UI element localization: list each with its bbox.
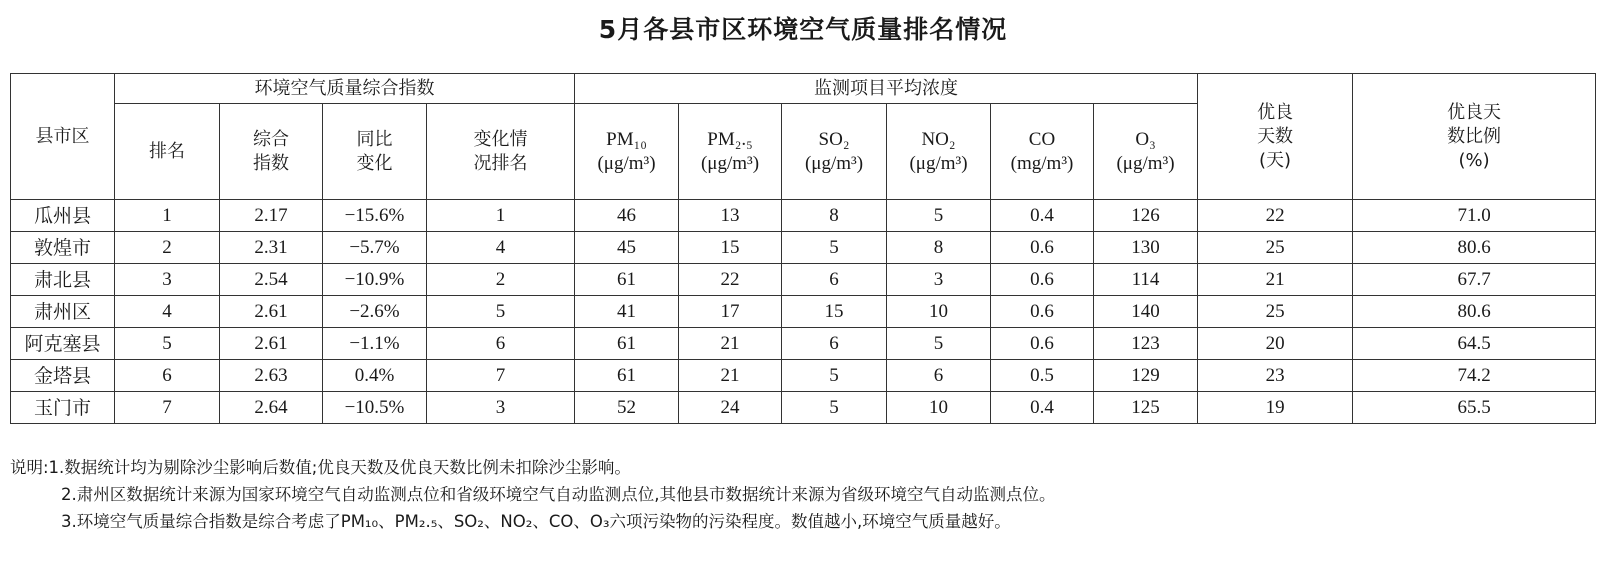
cell-no2: 5 — [887, 328, 991, 360]
cell-good-ratio: 71.0 — [1353, 200, 1596, 232]
cell-good-ratio: 67.7 — [1353, 264, 1596, 296]
cell-change-rank: 2 — [427, 264, 575, 296]
cell-change-rank: 7 — [427, 360, 575, 392]
cell-pm10: 61 — [575, 264, 679, 296]
cell-index: 2.64 — [220, 392, 323, 424]
cell-pm10: 52 — [575, 392, 679, 424]
table-row — [11, 264, 1596, 296]
cell-county: 玉门市 — [11, 392, 115, 424]
cell-change-rank: 6 — [427, 328, 575, 360]
cell-no2: 8 — [887, 232, 991, 264]
cell-pm25: 24 — [679, 392, 782, 424]
page-title: 5月各县市区环境空气质量排名情况 — [598, 15, 1008, 44]
cell-index: 2.61 — [220, 296, 323, 328]
cell-so2: 6 — [782, 264, 887, 296]
cell-county: 敦煌市 — [11, 232, 115, 264]
table-row — [11, 392, 1596, 424]
cell-co: 0.6 — [991, 328, 1094, 360]
cell-pm10: 46 — [575, 200, 679, 232]
header-good-days: 优良 天数 (天) — [1198, 74, 1353, 200]
header-yoy: 同比 变化 — [323, 104, 427, 200]
header-change-rank: 变化情 况排名 — [427, 104, 575, 200]
cell-no2: 10 — [887, 392, 991, 424]
cell-good-ratio: 74.2 — [1353, 360, 1596, 392]
cell-good-days: 19 — [1198, 392, 1353, 424]
cell-yoy: −5.7% — [323, 232, 427, 264]
header-county: 县市区 — [11, 74, 115, 200]
cell-pm10: 41 — [575, 296, 679, 328]
header-co: CO (mg/m³) — [991, 104, 1094, 200]
cell-co: 0.4 — [991, 200, 1094, 232]
cell-co: 0.6 — [991, 296, 1094, 328]
cell-o3: 126 — [1094, 200, 1198, 232]
cell-co: 0.5 — [991, 360, 1094, 392]
cell-good-ratio: 64.5 — [1353, 328, 1596, 360]
cell-pm25: 22 — [679, 264, 782, 296]
cell-change-rank: 5 — [427, 296, 575, 328]
cell-co: 0.6 — [991, 264, 1094, 296]
header-index: 综合 指数 — [220, 104, 323, 200]
cell-pm10: 61 — [575, 328, 679, 360]
table-row — [11, 296, 1596, 328]
table-row — [11, 360, 1596, 392]
cell-yoy: −10.5% — [323, 392, 427, 424]
cell-good-ratio: 80.6 — [1353, 296, 1596, 328]
cell-good-ratio: 80.6 — [1353, 232, 1596, 264]
cell-pm25: 17 — [679, 296, 782, 328]
cell-rank: 1 — [115, 200, 220, 232]
header-rank: 排名 — [115, 104, 220, 200]
cell-good-days: 22 — [1198, 200, 1353, 232]
cell-rank: 6 — [115, 360, 220, 392]
note-3: 3.环境空气质量综合指数是综合考虑了PM₁₀、PM₂.₅、SO₂、NO₂、CO、O₃六项污染物的污染程度。数值越小,环境空气质量越好。 — [61, 512, 1011, 531]
cell-county: 瓜州县 — [11, 200, 115, 232]
cell-rank: 4 — [115, 296, 220, 328]
header-group-index: 环境空气质量综合指数 — [115, 74, 575, 104]
header-good-ratio: 优良天 数比例 (%) — [1353, 74, 1596, 200]
cell-rank: 7 — [115, 392, 220, 424]
note-1: 说明:1.数据统计均为剔除沙尘影响后数值;优良天数及优良天数比例未扣除沙尘影响。 — [10, 458, 631, 477]
cell-rank: 3 — [115, 264, 220, 296]
cell-good-days: 21 — [1198, 264, 1353, 296]
header-o3: O₃ (μg/m³) — [1094, 104, 1198, 200]
cell-o3: 140 — [1094, 296, 1198, 328]
cell-so2: 8 — [782, 200, 887, 232]
cell-o3: 114 — [1094, 264, 1198, 296]
cell-pm25: 15 — [679, 232, 782, 264]
cell-pm25: 13 — [679, 200, 782, 232]
cell-yoy: −1.1% — [323, 328, 427, 360]
cell-pm10: 61 — [575, 360, 679, 392]
cell-good-ratio: 65.5 — [1353, 392, 1596, 424]
header-so2: SO₂ (μg/m³) — [782, 104, 887, 200]
cell-o3: 130 — [1094, 232, 1198, 264]
cell-co: 0.6 — [991, 232, 1094, 264]
cell-index: 2.31 — [220, 232, 323, 264]
cell-index: 2.54 — [220, 264, 323, 296]
header-no2: NO₂ (μg/m³) — [887, 104, 991, 200]
note-2: 2.肃州区数据统计来源为国家环境空气自动监测点位和省级环境空气自动监测点位,其他县市数据统计来源为省级环境空气自动监测点位。 — [61, 485, 1056, 504]
cell-rank: 2 — [115, 232, 220, 264]
cell-so2: 5 — [782, 232, 887, 264]
cell-no2: 3 — [887, 264, 991, 296]
cell-so2: 15 — [782, 296, 887, 328]
cell-so2: 6 — [782, 328, 887, 360]
table-row — [11, 200, 1596, 232]
header-group-monitor: 监测项目平均浓度 — [575, 74, 1198, 104]
header-pm25: PM₂.₅ (μg/m³) — [679, 104, 782, 200]
cell-change-rank: 4 — [427, 232, 575, 264]
cell-no2: 10 — [887, 296, 991, 328]
cell-pm25: 21 — [679, 328, 782, 360]
cell-county: 肃州区 — [11, 296, 115, 328]
cell-good-days: 20 — [1198, 328, 1353, 360]
notes — [10, 454, 1056, 535]
cell-index: 2.61 — [220, 328, 323, 360]
cell-county: 金塔县 — [11, 360, 115, 392]
air-quality-table — [10, 73, 1596, 424]
cell-yoy: 0.4% — [323, 360, 427, 392]
cell-pm10: 45 — [575, 232, 679, 264]
cell-co: 0.4 — [991, 392, 1094, 424]
cell-so2: 5 — [782, 360, 887, 392]
cell-good-days: 25 — [1198, 232, 1353, 264]
cell-pm25: 21 — [679, 360, 782, 392]
cell-yoy: −10.9% — [323, 264, 427, 296]
cell-no2: 5 — [887, 200, 991, 232]
cell-o3: 123 — [1094, 328, 1198, 360]
header-pm10: PM₁₀ (μg/m³) — [575, 104, 679, 200]
cell-o3: 129 — [1094, 360, 1198, 392]
cell-so2: 5 — [782, 392, 887, 424]
cell-good-days: 25 — [1198, 296, 1353, 328]
cell-county: 阿克塞县 — [11, 328, 115, 360]
cell-good-days: 23 — [1198, 360, 1353, 392]
cell-change-rank: 3 — [427, 392, 575, 424]
cell-county: 肃北县 — [11, 264, 115, 296]
cell-index: 2.17 — [220, 200, 323, 232]
table-row — [11, 232, 1596, 264]
table-row — [11, 328, 1596, 360]
cell-rank: 5 — [115, 328, 220, 360]
cell-yoy: −15.6% — [323, 200, 427, 232]
cell-no2: 6 — [887, 360, 991, 392]
cell-index: 2.63 — [220, 360, 323, 392]
cell-change-rank: 1 — [427, 200, 575, 232]
cell-o3: 125 — [1094, 392, 1198, 424]
cell-yoy: −2.6% — [323, 296, 427, 328]
